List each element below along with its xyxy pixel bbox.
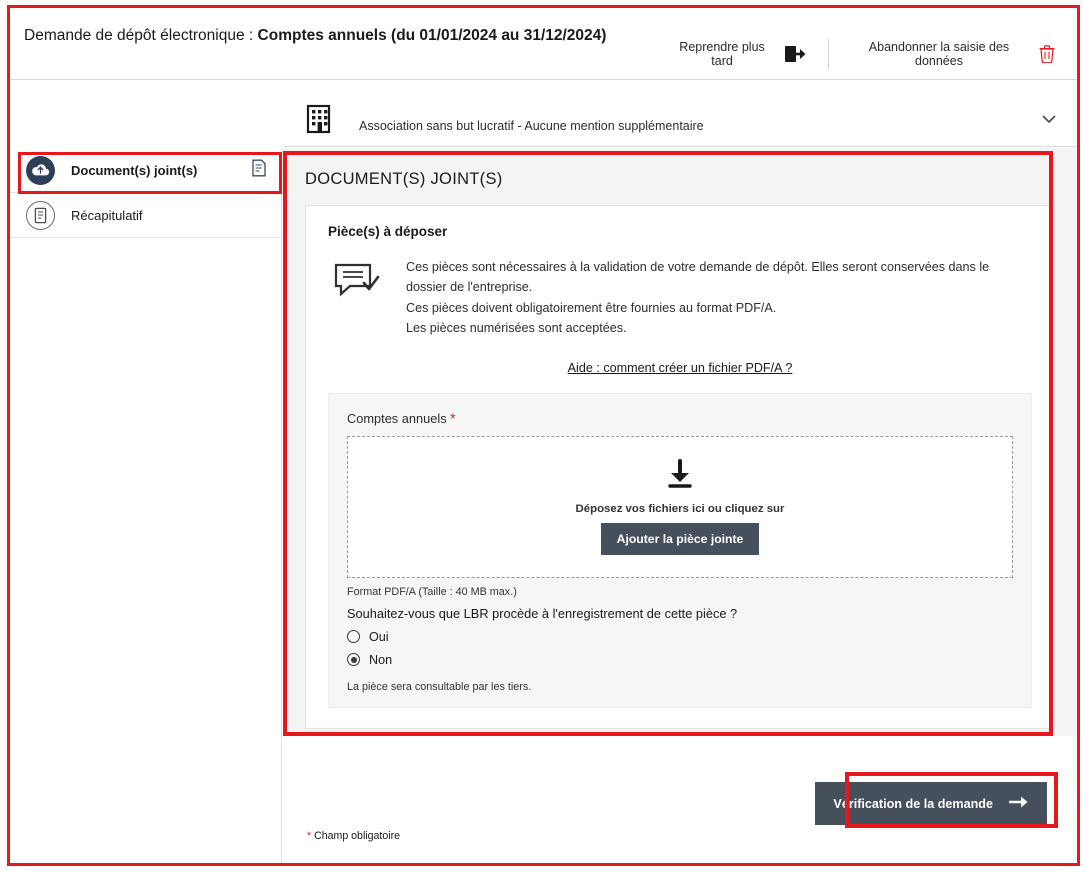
- exit-icon: [784, 44, 806, 64]
- info-line-2: Ces pièces doivent obligatoirement être fournies au format PDF/A.: [406, 300, 777, 315]
- company-name: Association sans but lucratif - Aucune mention supplémentaire: [359, 119, 704, 133]
- radio-option-non[interactable]: [347, 653, 1013, 667]
- page-title: [10, 8, 640, 47]
- info-block: [328, 257, 1032, 339]
- documents-card: [305, 205, 1055, 729]
- pdfa-help-link[interactable]: Aide : comment créer un fichier PDF/A ?: [567, 360, 793, 375]
- format-note: Format PDF/A (Taille : 40 MB max.): [347, 585, 517, 598]
- header-actions: [650, 34, 1077, 74]
- registration-question: Souhaitez-vous que LBR procède à l'enregistrement de cette pièce ?: [347, 605, 738, 621]
- upload-block: [328, 393, 1032, 708]
- trash-icon: [1039, 45, 1055, 63]
- sidebar-item-summary[interactable]: [10, 193, 281, 238]
- radio-non-label: Non: [369, 652, 393, 667]
- verify-request-label: Vérification de la demande: [833, 796, 993, 811]
- resume-later-button[interactable]: [650, 34, 828, 74]
- company-bar[interactable]: [283, 92, 1077, 147]
- add-attachment-button[interactable]: Ajouter la pièce jointe: [601, 523, 760, 555]
- info-text: [406, 257, 1026, 339]
- upload-field-label-text: Comptes annuels: [347, 410, 447, 426]
- resume-later-label: Reprendre plus tard: [679, 40, 765, 68]
- arrow-right-icon: [1009, 794, 1029, 813]
- chevron-down-icon[interactable]: [1039, 109, 1059, 129]
- sidebar-item-summary-label: Récapitulatif: [71, 207, 143, 223]
- required-marker: *: [450, 409, 456, 426]
- info-message-icon: [332, 257, 386, 339]
- radio-oui-label: Oui: [369, 629, 389, 644]
- footer: [283, 736, 1077, 866]
- radio-oui-icon[interactable]: [347, 630, 360, 643]
- page-title-strong: Comptes annuels (du 01/01/2024 au 31/12/2024): [257, 27, 607, 44]
- consult-note: La pièce sera consultable par les tiers.: [347, 680, 532, 693]
- abandon-button[interactable]: [829, 34, 1077, 74]
- upload-field-label: [347, 410, 1013, 426]
- info-line-1: Ces pièces sont nécessaires à la validation de votre demande de dépôt. Elles seront conservées dans le dossier de l'entreprise.: [406, 260, 990, 295]
- file-dropzone[interactable]: [347, 436, 1013, 578]
- card-title: Pièce(s) à déposer: [328, 224, 448, 239]
- summary-icon: [26, 201, 55, 230]
- download-arrow-icon: [663, 458, 697, 495]
- mandatory-field-note: [307, 830, 400, 842]
- radio-non-icon[interactable]: [347, 653, 360, 666]
- document-edit-icon: [251, 159, 267, 182]
- abandon-label: Abandonner la saisie des données: [868, 40, 1010, 68]
- sidebar-item-documents-label: Document(s) joint(s): [71, 162, 198, 178]
- help-link-wrapper: [328, 359, 1032, 377]
- building-icon: [303, 102, 337, 136]
- cloud-upload-icon: [26, 156, 55, 185]
- mandatory-text: Champ obligatoire: [311, 830, 401, 842]
- dropzone-text: Déposez vos fichiers ici ou cliquez sur: [575, 503, 785, 516]
- sidebar: [10, 148, 282, 866]
- section-title: DOCUMENT(S) JOINT(S): [305, 170, 503, 188]
- info-line-3: Les pièces numérisées sont acceptées.: [406, 321, 627, 336]
- verify-request-button[interactable]: [815, 782, 1047, 825]
- radio-option-oui[interactable]: [347, 630, 1013, 644]
- page-header: [10, 8, 1077, 80]
- mandatory-star: *: [307, 830, 312, 842]
- page-title-prefix: Demande de dépôt électronique :: [24, 27, 258, 44]
- sidebar-item-documents[interactable]: [10, 148, 281, 193]
